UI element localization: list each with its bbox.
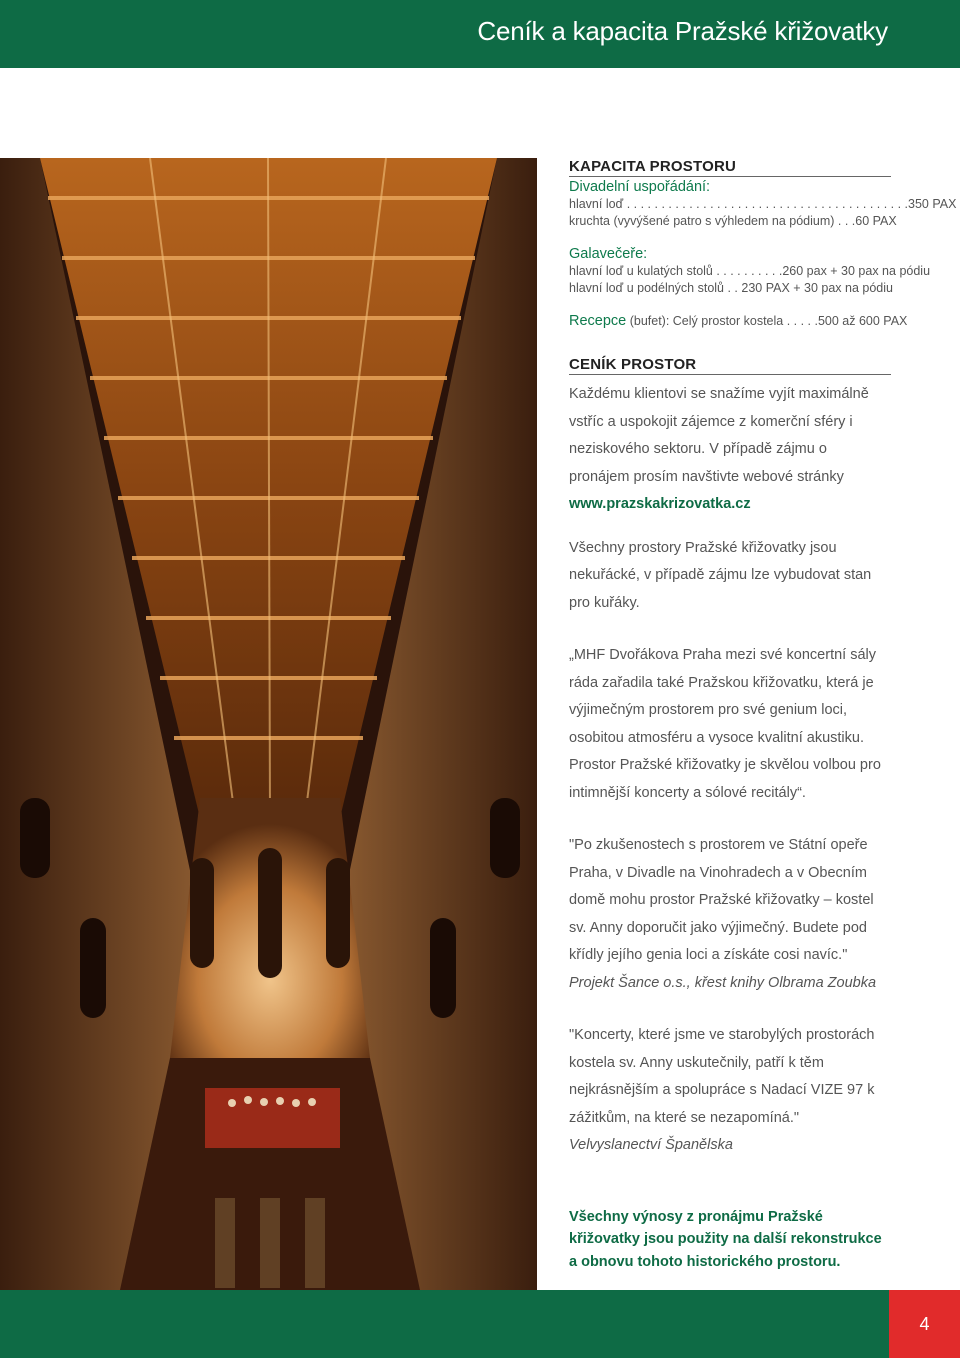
gala-line: hlavní loď u podélných stolů . . 230 PAX + 30 pax na pódiu	[569, 281, 893, 295]
testimonial	[569, 1022, 891, 1160]
gala-line: hlavní loď u kulatých stolů . . . . . . . . . .260 pax + 30 pax na pódiu	[569, 264, 931, 278]
theatre-line: kruchta (vyvýšené patro s výhledem na pódium) . . .60 PAX	[569, 214, 897, 228]
page-number: 4	[889, 1290, 960, 1358]
testimonial	[569, 832, 891, 997]
page-header	[0, 0, 960, 68]
reception-row	[569, 313, 908, 330]
page-footer	[0, 1290, 960, 1358]
text-column	[569, 158, 957, 1273]
page-title: Ceník a kapacita Pražské křižovatky	[477, 16, 888, 46]
testimonial-text: "Koncerty, které jsme ve starobylých prostorách kostela sv. Anny uskutečnily, patří k těm nejkrásnějším a spolupráce s Nadací VIZE 97 k zážitkům, na které se nezapomíná."	[569, 1027, 875, 1126]
church-interior-illustration	[0, 158, 537, 1290]
pricing-title: CENÍK PROSTOR	[569, 356, 891, 375]
smoking-note: Všechny prostory Pražské křižovatky jsou nekuřácké, v případě zájmu lze vybudovat stan pro kuřáky.	[569, 539, 872, 611]
closing-statement: Všechny výnosy z pronájmu Pražské křižovatky jsou použity na další rekonstrukce a obnovu tohoto historického prostoru.	[569, 1208, 882, 1270]
capacity-title: KAPACITA PROSTORU	[569, 158, 891, 177]
website-link[interactable]: www.prazskakrizovatka.cz	[569, 496, 751, 512]
reception-heading: Recepce	[569, 313, 627, 329]
reception-text: (bufet): Celý prostor kostela . . . . .500 až 600 PAX	[626, 314, 908, 328]
theatre-line: hlavní loď . . . . . . . . . . . . . . . . . . . . . . . . . . . . . . . . . . . . . . . . .350 PAX	[569, 197, 957, 211]
testimonial-text: „MHF Dvořákova Praha mezi své koncertní sály ráda zařadila také Pražskou křižovatku, která je výjimečným prostorem pro své genium loci, osobitou atmosféru a vysoce kvalitní akustiku. Prostor Pražské křižovatky je skvělou volbou pro intimnější koncerty a sólové recitály“.	[569, 647, 881, 801]
testimonial-source: Velvyslanectví Španělska	[569, 1137, 733, 1153]
testimonial-text: "Po zkušenostech s prostorem ve Státní opeře Praha, v Divadle na Vinohradech a v Obecním domě mohu prostor Pražské křižovatky – kostel sv. Anny doporučit jako výjimečný. Budete pod křídly jejího genia loci a získáte cosi navíc."	[569, 837, 874, 963]
church-interior-photo	[0, 158, 537, 1290]
gala-heading: Galavečeře:	[569, 246, 648, 262]
testimonial-source: Projekt Šance o.s., křest knihy Olbrama Zoubka	[569, 974, 877, 991]
theatre-heading: Divadelní uspořádání:	[569, 179, 711, 195]
pricing-paragraph: Každému klientovi se snažíme vyjít maximálně vstříc a uspokojit zájemce z komerční sféry i neziskového sektoru. V případě zájmu o pronájem prosím navštivte webové stránky	[569, 386, 869, 485]
